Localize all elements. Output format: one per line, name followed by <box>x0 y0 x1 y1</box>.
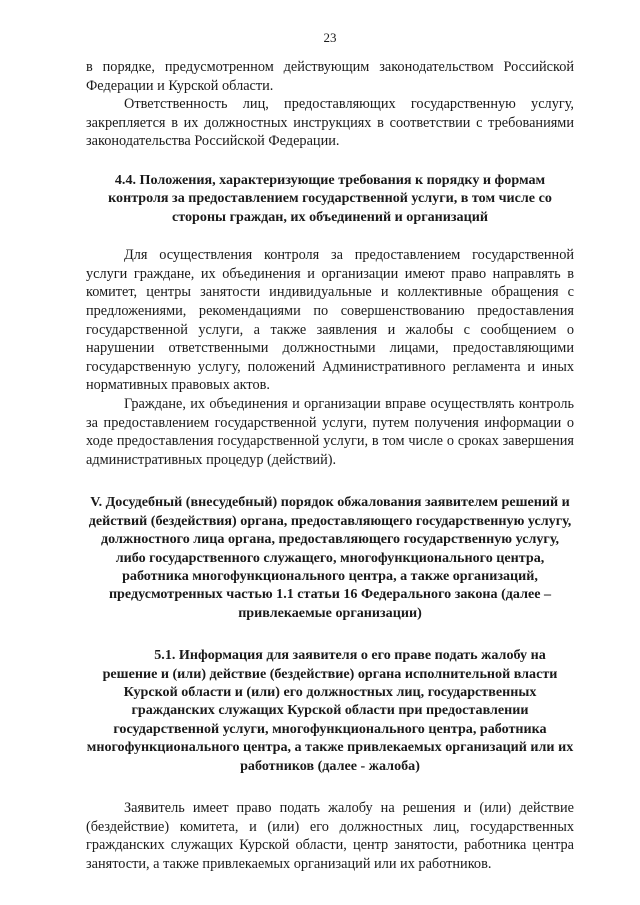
section-heading-5-1: 5.1. Информация для заявителя о его праве подать жалобу на решение и (или) действие (бездействие) органа исполнительной власти Курской области и (или) его должностных лиц, государственных гражданских служащих Курской области при предоставлении государственной услуги, многофункционального центра, работника многофункционального центра, а также привлекаемых организаций или их работников (далее - жалоба) <box>86 647 574 774</box>
section-heading-v: V. Досудебный (внесудебный) порядок обжалования заявителем решений и действий (бездействия) органа, предоставляющего государственную услугу, должностного лица органа, предоставляющего государственную услугу, либо государственного служащего, многофункционального центра, работника многофункционального центра, а также организаций, предусмотренных частью 1.1 статьи 16 Федерального закона (далее – привлекаемые организации) <box>88 494 572 621</box>
document-page <box>86 30 574 873</box>
section-heading-4-4: 4.4. Положения, характеризующие требования к порядку и формам контроля за предоставлением государственной услуги, в том числе со стороны граждан, их объединений и организаций <box>108 171 552 225</box>
paragraph-citizens-control: Граждане, их объединения и организации вправе осуществлять контроль за предоставлением государственной услуги, путем получения информации о ходе предоставления государственной услуги, в том числе о сроках завершения административных процедур (действий). <box>86 395 574 468</box>
paragraph-complaint-right: Заявитель имеет право подать жалобу на решения и (или) действие (бездействие) комитета, и (или) его должностных лиц, государственных гражданских служащих Курской области, центр занятости, работника центра занятости, а также привлекаемых организаций или их работников. <box>86 800 574 872</box>
page-number: 23 <box>323 30 337 45</box>
paragraph-control-rights: Для осуществления контроля за предоставлением государственной услуги граждане, их объединения и организации имеют право направлять в комитет, центры занятости индивидуальные и коллективные обращения с предложениями, рекомендациями по совершенствованию предоставления государственной услуги, а также заявления и жалобы с сообщением о нарушении ответственными должностными лицами, предоставляющими государственную услугу, положений Административного регламента и иных нормативных правовых актов. <box>86 247 574 394</box>
paragraph-responsibility: Ответственность лиц, предоставляющих государственную услугу, закрепляется в их должностных инструкциях в соответствии с требованиями законодательства Российской Федерации. <box>86 96 574 150</box>
paragraph-legislation-order: в порядке, предусмотренном действующим законодательством Российской Федерации и Курской области. <box>86 59 574 94</box>
